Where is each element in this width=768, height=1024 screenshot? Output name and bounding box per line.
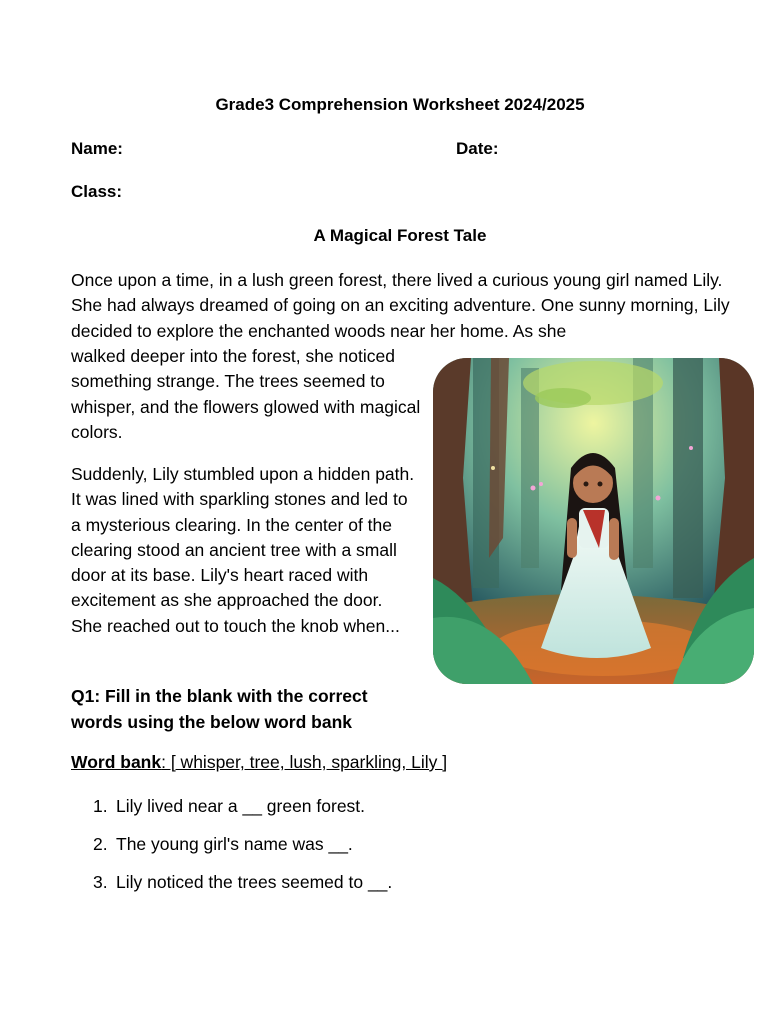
date-label: Date: <box>456 139 499 158</box>
story-paragraph-1a: Once upon a time, in a lush green forest, there lived a curious young girl named Lily. She had always dreamed of going on an exciting adventure. One sunny morning, Lily decided to explore the enchanted woods near her home. As she <box>71 270 730 341</box>
story-paragraph-1b: walked deeper into the forest, she noticed something strange. The trees seemed to whisper, and the flowers glowed with magical colors. <box>71 346 421 442</box>
list-item <box>93 796 365 817</box>
word-bank-label: Word bank <box>71 752 162 772</box>
story-paragraph-2: Suddenly, Lily stumbled upon a hidden path. It was lined with sparkling stones and led to a mysterious clearing. In the center of the clearing stood an ancient tree with a small door at its base. Lily's heart raced with excitement as she approached the door. She reached out to touch the knob when... <box>71 464 415 636</box>
list-item-text: Lily lived near a __ green forest. <box>116 796 366 816</box>
story-title: A Magical Forest Tale <box>313 226 487 245</box>
list-item-number: 1. <box>93 796 108 816</box>
list-item-number: 3. <box>93 872 108 892</box>
list-item <box>93 872 392 893</box>
list-item-number: 2. <box>93 834 108 854</box>
class-label: Class: <box>71 182 123 201</box>
word-bank-values: : [ whisper, tree, lush, sparkling, Lily ] <box>161 752 448 772</box>
list-item-text: Lily noticed the trees seemed to __. <box>116 872 393 892</box>
list-item-text: The young girl's name was __. <box>116 834 353 854</box>
question-1-prompt: Q1: Fill in the blank with the correct words using the below word bank <box>71 686 368 732</box>
word-bank <box>71 752 447 773</box>
forest-girl-illustration <box>433 358 754 684</box>
worksheet-title: Grade3 Comprehension Worksheet 2024/2025 <box>215 95 585 114</box>
forest-illustration-svg <box>433 358 754 684</box>
list-item <box>93 834 353 855</box>
name-label: Name: <box>71 139 123 158</box>
